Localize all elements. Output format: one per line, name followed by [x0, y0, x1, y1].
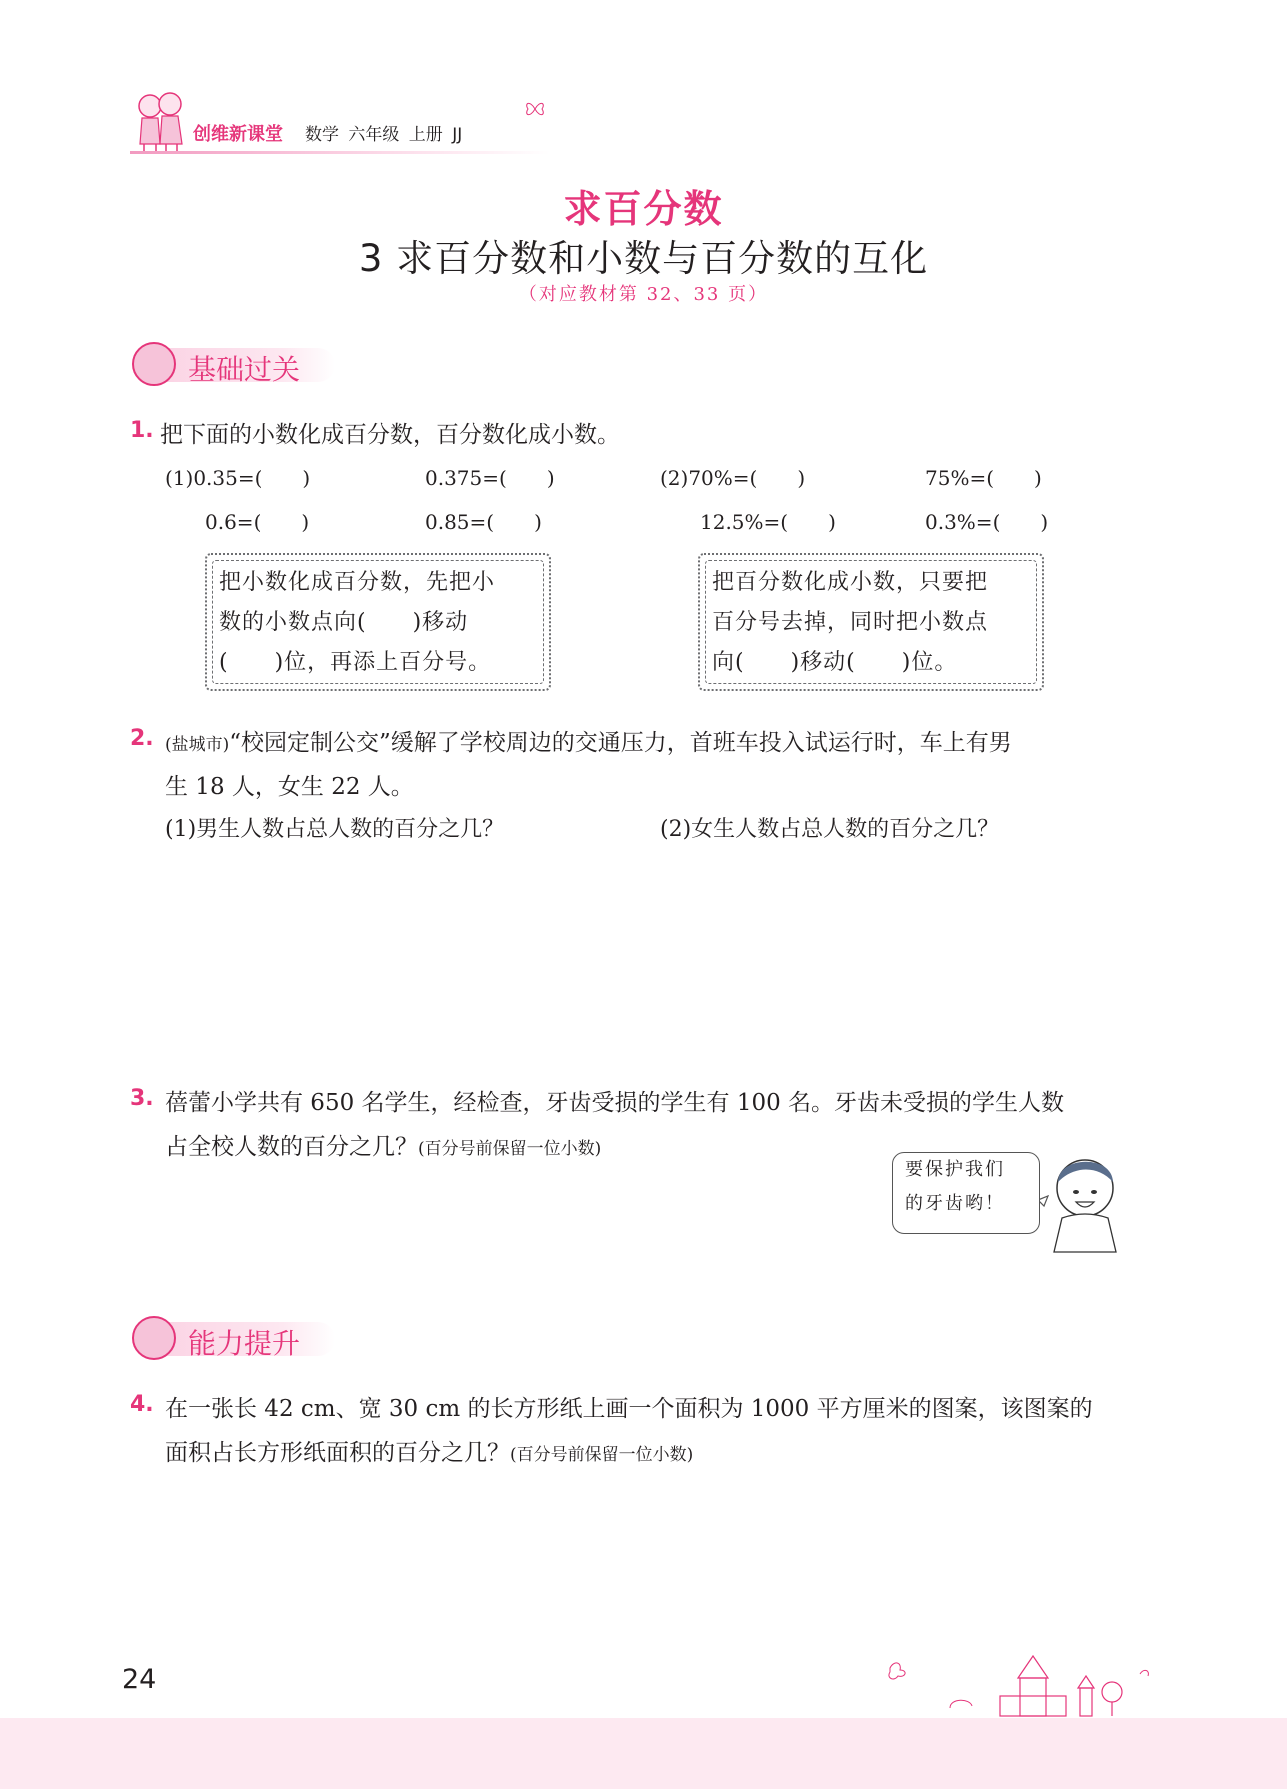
- hint-line: 把百分数化成小数，只要把: [712, 570, 989, 595]
- lesson-title: 3 求百分数和小数与百分数的互化: [358, 237, 929, 280]
- hint-line: 百分号去掉，同时把小数点: [712, 610, 989, 635]
- question-number: 2.: [130, 726, 154, 751]
- question-line: 生 18 人，女生 22 人。: [165, 774, 414, 800]
- brand-name: 创维新课堂: [193, 124, 283, 145]
- section-label: 基础过关: [188, 353, 301, 386]
- page-header: [130, 86, 630, 156]
- lesson-heading: 求百分数: [563, 187, 724, 231]
- conversion-item: 12.5%=( ): [700, 510, 836, 534]
- hint-line: 向( )移动( )位。: [712, 650, 958, 675]
- question-line: 占全校人数的百分之几？: [165, 1134, 418, 1160]
- bubble-line: 的牙齿哟！: [905, 1193, 1005, 1214]
- sub-question: (1)男生人数占总人数的百分之几？: [165, 817, 505, 842]
- section-badge-basics: [132, 342, 352, 390]
- castle-illustration: [880, 1648, 1170, 1718]
- question-number: 1.: [130, 418, 154, 443]
- conversion-item: 0.3%=( ): [925, 510, 1049, 534]
- footer-band: [0, 1718, 1287, 1789]
- question-text: 把下面的小数化成百分数，百分数化成小数。: [160, 422, 620, 448]
- book-subject: 数学 六年级 上册 JJ: [305, 125, 463, 145]
- question-text: [165, 1434, 693, 1467]
- children-illustration: [130, 86, 190, 156]
- sub-question: (2)女生人数占总人数的百分之几？: [660, 817, 1000, 842]
- conversion-item: 0.85=( ): [425, 510, 542, 534]
- mascot-icon: [132, 342, 176, 386]
- textbook-reference: （对应教材第 32、33 页）: [518, 284, 769, 305]
- conversion-item: 75%=( ): [925, 466, 1042, 490]
- header-divider: [130, 151, 550, 154]
- conversion-item: (1)0.35=( ): [165, 466, 311, 490]
- hint-line: ( )位，再添上百分号。: [219, 650, 492, 675]
- question-line: 面积占长方形纸面积的百分之几？: [165, 1440, 510, 1466]
- rounding-note: (百分号前保留一位小数): [418, 1139, 602, 1159]
- hint-box-percent-to-decimal: [698, 553, 1044, 691]
- section-badge-advanced: [132, 1316, 352, 1364]
- question-line: 在一张长 42 cm、宽 30 cm 的长方形纸上画一个面积为 1000 平方厘米的图案，该图案的: [165, 1396, 1093, 1422]
- conversion-item: (2)70%=( ): [660, 466, 806, 490]
- hint-line: 数的小数点向( )移动: [219, 610, 469, 635]
- question-line: “校园定制公交”缓解了学校周边的交通压力，首班车投入试运行时，车上有男: [229, 730, 1012, 756]
- question-line: 蓓蕾小学共有 650 名学生，经检查，牙齿受损的学生有 100 名。牙齿未受损的学生人数: [165, 1090, 1065, 1116]
- butterfly-icon: [524, 100, 546, 118]
- hint-line: 把小数化成百分数，先把小: [219, 570, 496, 595]
- question-number: 4.: [130, 1392, 154, 1417]
- section-label: 能力提升: [188, 1327, 301, 1360]
- page-number: 24: [122, 1664, 157, 1695]
- question-source: (盐城市): [165, 735, 230, 755]
- question-text: [165, 1128, 601, 1161]
- mascot-icon: [132, 1316, 176, 1360]
- question-text: [165, 724, 1012, 757]
- conversion-item: 0.6=( ): [205, 510, 310, 534]
- bubble-line: 要保护我们: [905, 1159, 1005, 1180]
- question-number: 3.: [130, 1086, 154, 1111]
- hint-box-decimal-to-percent: [205, 553, 551, 691]
- rounding-note: (百分号前保留一位小数): [510, 1445, 694, 1465]
- speech-bubble: [892, 1152, 1040, 1234]
- boy-illustration: [1040, 1148, 1130, 1253]
- conversion-item: 0.375=( ): [425, 466, 555, 490]
